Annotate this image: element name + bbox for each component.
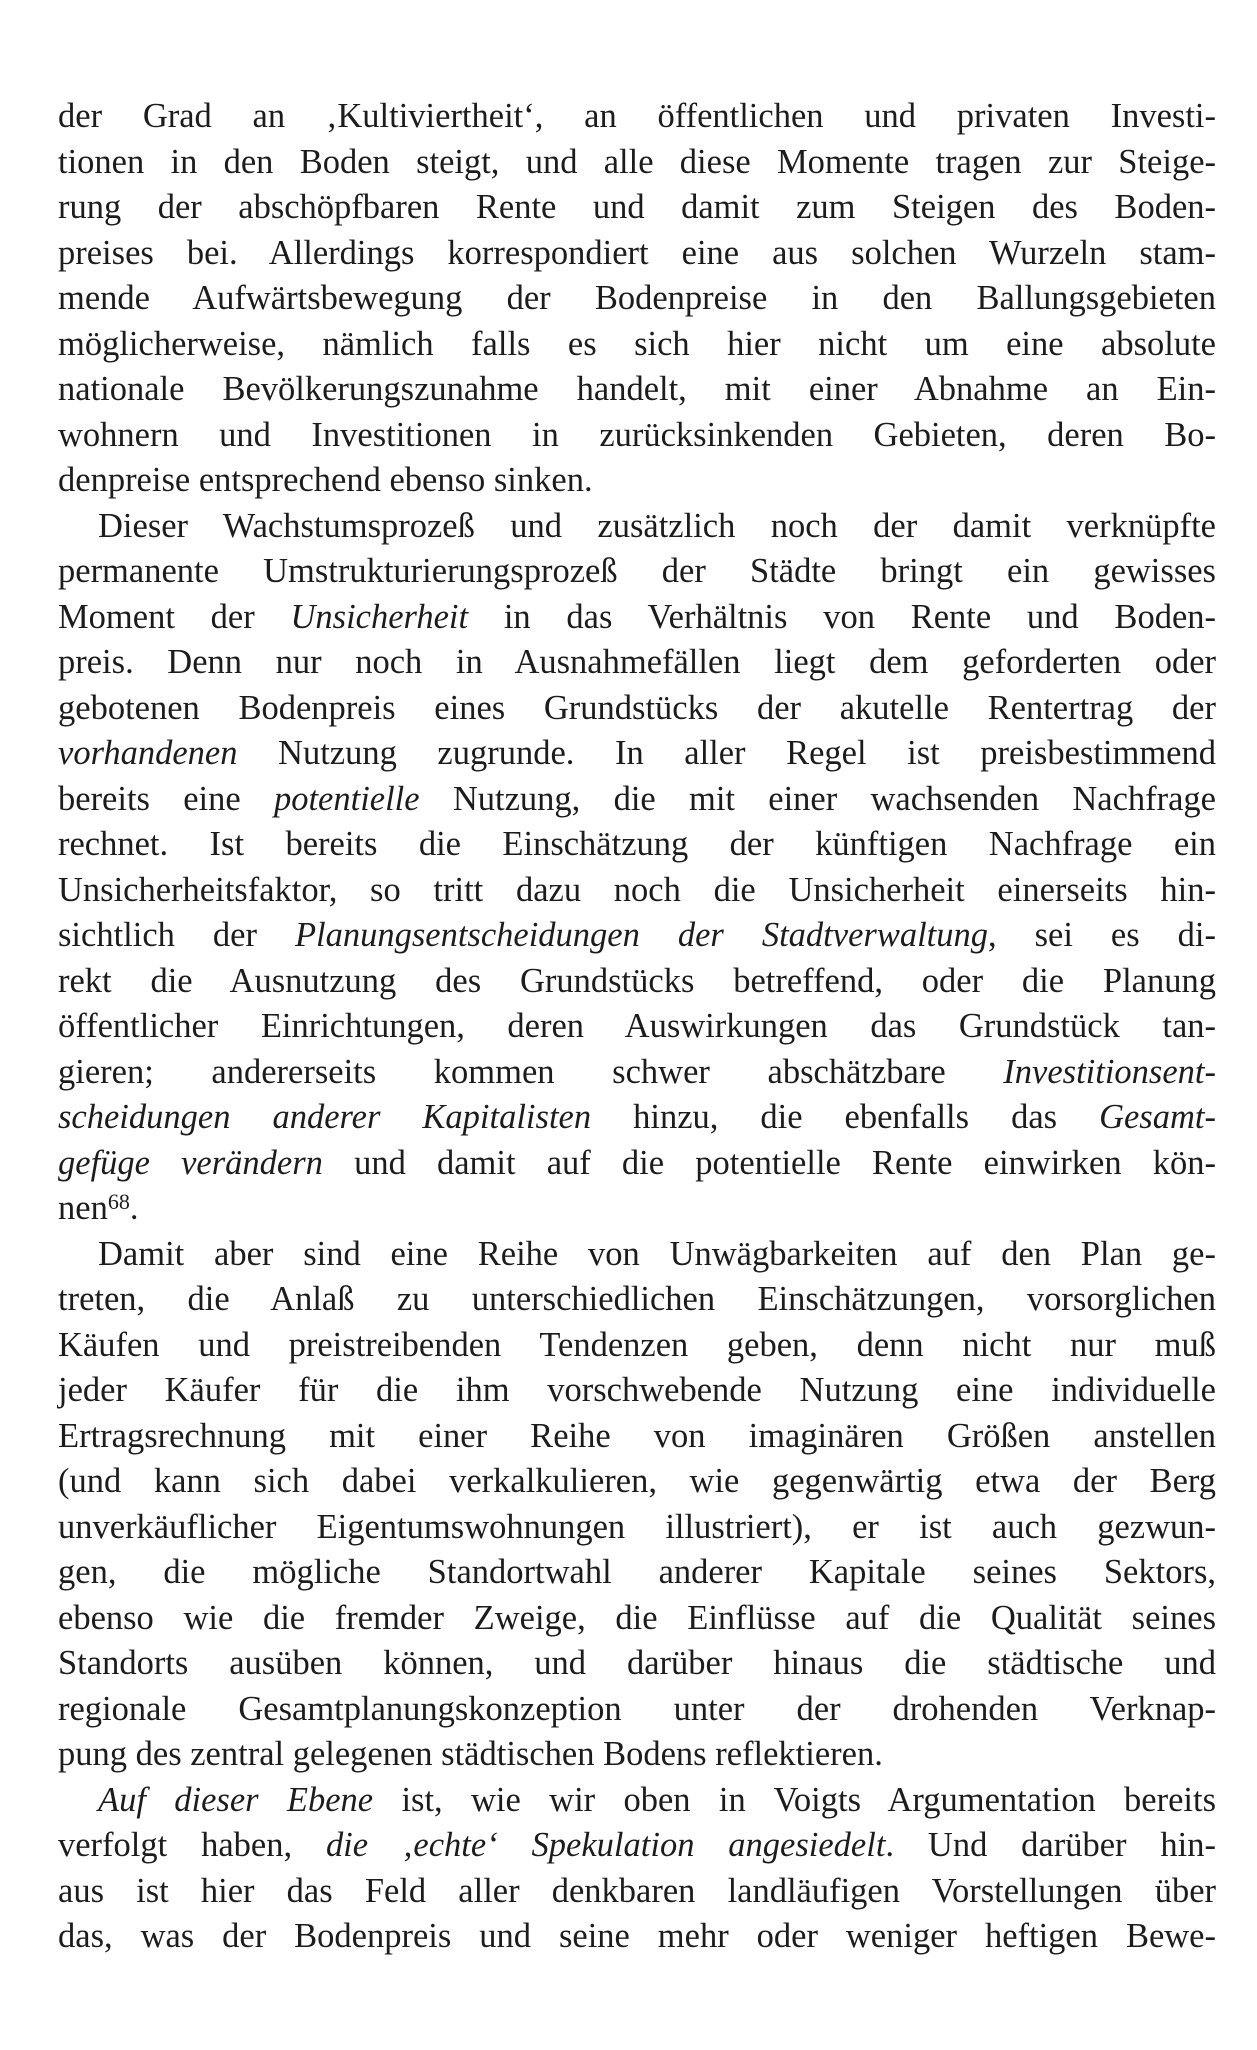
text-segment: aus ist hier das Feld aller denkbaren landläufigen Vorstellungen über — [58, 1871, 1216, 1910]
text-line — [58, 1186, 1216, 1232]
italic-text: potentielle — [273, 779, 420, 818]
text-line — [58, 322, 1216, 368]
text-line — [58, 1505, 1216, 1551]
text-line — [58, 1596, 1216, 1642]
text-line — [58, 1914, 1216, 1960]
text-segment: das, was der Bodenpreis und seine mehr oder weniger heftigen Bewe- — [58, 1917, 1216, 1955]
text-line — [58, 458, 1216, 504]
text-segment: und damit auf die potentielle Rente einwirken kön- — [322, 1143, 1216, 1182]
text-line — [58, 231, 1216, 277]
italic-text: Gesamt- — [1099, 1098, 1216, 1136]
text-segment: Ertragsrechnung mit einer Reihe von imaginären Größen anstellen — [58, 1416, 1216, 1455]
text-segment: rechnet. Ist bereits die Einschätzung der künftigen Nachfrage ein — [58, 825, 1216, 863]
text-line — [58, 1368, 1216, 1414]
text-segment: Moment der — [58, 597, 291, 636]
text-line — [58, 822, 1216, 868]
paragraph — [58, 94, 1216, 504]
text-line — [58, 731, 1216, 777]
text-segment: mende Aufwärtsbewegung der Bodenpreise in den Ballungsgebieten — [58, 279, 1216, 317]
text-line — [58, 1869, 1216, 1915]
text-segment: , sei es di- — [988, 916, 1216, 954]
text-segment: Dieser Wachstumsprozeß und zusätzlich noch der damit verknüpfte — [98, 506, 1216, 545]
text-line — [58, 94, 1216, 140]
text-segment: pung des zentral gelegenen städtischen Bodens reflektieren. — [58, 1735, 883, 1773]
text-line — [58, 549, 1216, 595]
text-segment: sichtlich der — [58, 916, 295, 954]
text-segment: permanente Umstrukturierungsprozeß der Städte bringt ein gewisses — [58, 552, 1216, 590]
text-line — [58, 1141, 1216, 1187]
italic-text: Auf dieser Ebene — [98, 1780, 374, 1819]
text-line — [58, 140, 1216, 186]
text-line — [58, 185, 1216, 231]
text-segment: regionale Gesamtplanungskonzeption unter der drohenden Verknap- — [58, 1689, 1216, 1728]
text-segment: (und kann sich dabei verkalkulieren, wie gegenwärtig etwa der Berg — [58, 1462, 1216, 1500]
footnote-marker: 68 — [107, 1189, 130, 1214]
text-line — [58, 1050, 1216, 1096]
text-segment: hinzu, die ebenfalls das — [591, 1098, 1100, 1136]
text-line — [58, 1732, 1216, 1778]
text-segment: ebenso wie die fremder Zweige, die Einflüsse auf die Qualität seines — [58, 1598, 1216, 1637]
italic-text: Planungsentscheidungen der Stadtverwaltung — [294, 916, 988, 954]
text-segment: gebotenen Bodenpreis eines Grundstücks der akutelle Rentertrag der — [58, 688, 1216, 727]
text-segment: Damit aber sind eine Reihe von Unwägbarkeiten auf den Plan ge- — [98, 1234, 1216, 1273]
body-text — [58, 94, 1216, 1960]
text-segment: gieren; andererseits kommen schwer abschätzbare — [58, 1052, 1004, 1091]
text-segment: tionen in den Boden steigt, und alle diese Momente tragen zur Steige- — [58, 142, 1216, 181]
text-line — [58, 1823, 1216, 1869]
text-line — [58, 640, 1216, 686]
text-line — [58, 276, 1216, 322]
text-line — [58, 504, 1216, 550]
text-segment: rekt die Ausnutzung des Grundstücks betreffend, oder die Planung — [58, 961, 1216, 1000]
paragraph — [58, 1232, 1216, 1778]
text-segment: der Grad an ‚Kultiviertheit‘, an öffentlichen und privaten Investi- — [58, 97, 1216, 135]
text-line — [58, 595, 1216, 641]
text-segment: unverkäuflicher Eigentumswohnungen illustriert), er ist auch gezwun- — [58, 1507, 1216, 1546]
text-segment: Käufen und preistreibenden Tendenzen geben, denn nicht nur muß — [58, 1325, 1216, 1364]
text-segment: Nutzung zugrunde. In aller Regel ist preisbestimmend — [237, 734, 1216, 772]
text-line — [58, 913, 1216, 959]
italic-text: Unsicherheit — [290, 597, 469, 636]
text-segment: nationale Bevölkerungszunahme handelt, mit einer Abnahme an Ein- — [58, 370, 1216, 408]
text-line — [58, 1641, 1216, 1687]
italic-text: scheidungen anderer Kapitalisten — [58, 1098, 592, 1136]
text-segment: Standorts ausüben können, und darüber hinaus die städtische und — [58, 1644, 1216, 1682]
text-line — [58, 1550, 1216, 1596]
text-line — [58, 777, 1216, 823]
text-line — [58, 686, 1216, 732]
text-segment: möglicherweise, nämlich falls es sich hier nicht um eine absolute — [58, 324, 1216, 363]
text-segment: gen, die mögliche Standortwahl anderer Kapitale seines Sektors, — [58, 1553, 1216, 1591]
text-segment: öffentlicher Einrichtungen, deren Auswirkungen das Grundstück tan- — [58, 1007, 1216, 1045]
text-segment: wohnern und Investitionen in zurücksinkenden Gebieten, deren Bo- — [58, 415, 1216, 454]
text-segment: bereits eine — [58, 779, 274, 818]
text-segment: . Und darüber hin- — [885, 1826, 1216, 1864]
italic-text: vorhandenen — [58, 734, 238, 772]
text-line — [58, 1414, 1216, 1460]
text-segment: . — [129, 1189, 139, 1227]
text-segment: treten, die Anlaß zu unterschiedlichen Einschätzungen, vorsorglichen — [58, 1280, 1216, 1318]
italic-text: gefüge verändern — [58, 1143, 323, 1182]
text-line — [58, 959, 1216, 1005]
italic-text: Investitionsent- — [1003, 1052, 1216, 1091]
text-segment: Unsicherheitsfaktor, so tritt dazu noch die Unsicherheit einerseits hin- — [58, 870, 1216, 909]
text-segment: jeder Käufer für die ihm vorschwebende Nutzung eine individuelle — [58, 1371, 1216, 1409]
text-line — [58, 1095, 1216, 1141]
italic-text: die ‚echte‘ Spekulation angesiedelt — [325, 1826, 886, 1864]
text-segment: rung der abschöpfbaren Rente und damit zum Steigen des Boden- — [58, 188, 1216, 226]
text-segment: preises bei. Allerdings korrespondiert eine aus solchen Wurzeln stam- — [58, 233, 1216, 272]
text-line — [58, 413, 1216, 459]
text-line — [58, 1277, 1216, 1323]
text-segment: denpreise entsprechend ebenso sinken. — [58, 461, 593, 499]
paragraph — [58, 504, 1216, 1232]
paragraph — [58, 1778, 1216, 1960]
text-line — [58, 1687, 1216, 1733]
text-segment: preis. Denn nur noch in Ausnahmefällen liegt dem geforderten oder — [58, 643, 1216, 681]
text-line — [58, 1459, 1216, 1505]
text-line — [58, 868, 1216, 914]
text-line — [58, 1004, 1216, 1050]
text-line — [58, 367, 1216, 413]
text-line — [58, 1323, 1216, 1369]
text-segment: in das Verhältnis von Rente und Boden- — [468, 597, 1216, 636]
text-segment: ist, wie wir oben in Voigts Argumentation bereits — [373, 1780, 1216, 1819]
text-segment: nen — [58, 1189, 108, 1227]
text-line — [58, 1778, 1216, 1824]
text-segment: Nutzung, die mit einer wachsenden Nachfrage — [419, 779, 1216, 818]
text-line — [58, 1232, 1216, 1278]
text-segment: verfolgt haben, — [58, 1826, 326, 1864]
